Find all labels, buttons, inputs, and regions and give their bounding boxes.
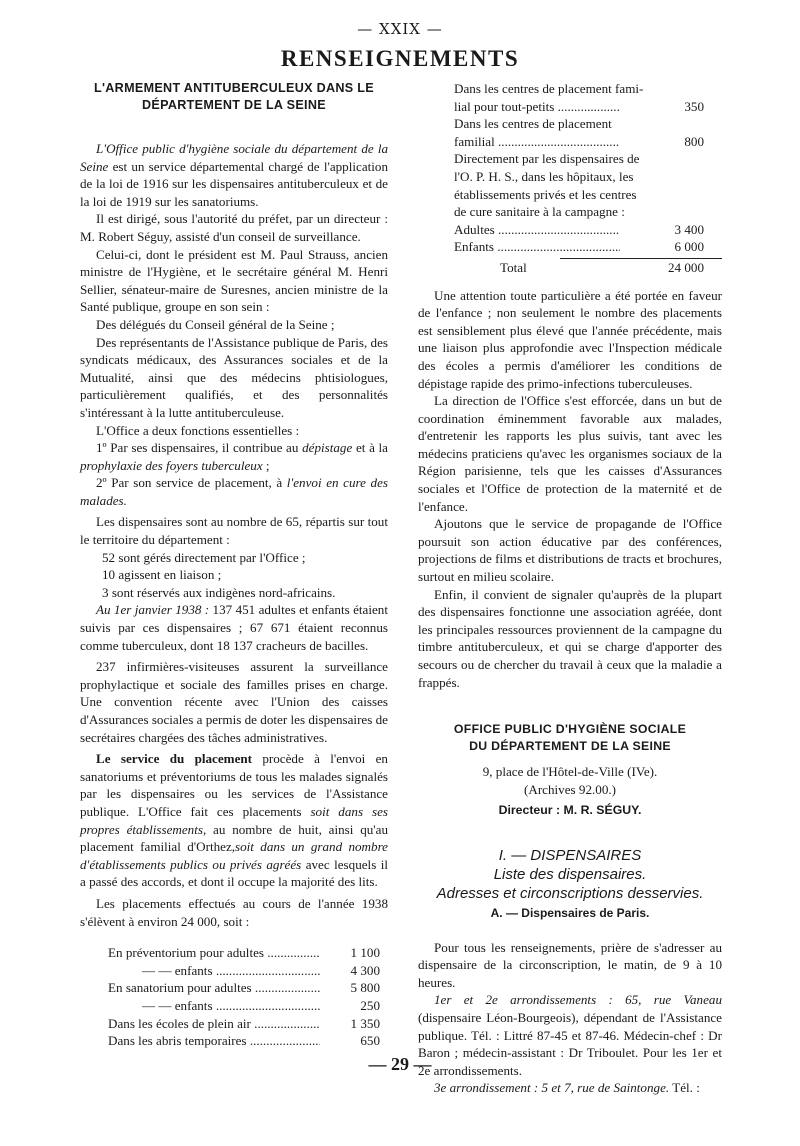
paragraph-renseignements: Pour tous les renseignements, prière de s'adresser au dispensaire de la circonscription, le matin, de 9 à 10 heures.: [418, 939, 722, 990]
row-label: familial .....: [454, 133, 620, 151]
row-label: Dans les écoles de plein air .....: [108, 1015, 320, 1033]
paragraph-fonction-1: [80, 439, 388, 474]
paragraph-propagande: Ajoutons que le service de propagande de l'Office poursuit son action éducative par des conférences, projections de films et distributions de tracts et brochures, surtout en milieu scolaire.: [418, 516, 722, 585]
paragraph-enfance: Une attention toute particulière a été portée en faveur de l'enfance ; non seulement le nombre des placements est sensiblement plus élevé que l'année précédente, mais une liaison plus approfondie avec l'Inspection médicale des écoles a permis d'améliorer les conditions de dépistage rapide des primo-infections tuberculeuses.: [418, 287, 722, 391]
section-heading-armement: [80, 80, 388, 114]
paragraph-association: Enfin, il convient de signaler qu'auprès de la plupart des dispensaires fonctionne une association agréée, dont les principales ressources proviennent de la campagne du timbre antituberculeux, et qui se charge d'apporter des secours ou de chercher du travail à ceux que la maladie a frappés.: [418, 586, 722, 690]
office-address: 9, place de l'Hôtel-de-Ville (IVe).: [482, 764, 658, 780]
paragraph-placement: [80, 750, 388, 891]
row-label: En sanatorium pour adultes .....: [108, 979, 320, 997]
text: (dispensaire Léon-Bourgeois), dépendant de l'Assistance publique. Tél. : Littré 87-45 et 87-46. Médecin-chef : Dr Baron ; médecin-assistant : Dr Triboulet. Pour les 1er et 2e arrondissements.: [418, 1009, 722, 1078]
row-value: 1 100: [350, 945, 380, 961]
table-row: [108, 944, 388, 962]
table-row: [440, 133, 722, 151]
row-label: — — enfants .....: [108, 962, 320, 980]
table-row: [440, 98, 722, 116]
table-row: [108, 1032, 388, 1050]
office-director: Directeur : M. R. SÉGUY.: [498, 803, 642, 818]
paragraph-office: [80, 140, 388, 210]
row-label: lial pour tout-petits .....: [454, 98, 620, 116]
office-heading: [418, 721, 722, 755]
table-row: [440, 221, 722, 239]
paragraph-dispensaires: Les dispensaires sont au nombre de 65, répartis sur tout le territoire du département :: [80, 514, 388, 548]
paragraph-infirmieres: 237 infirmières-visiteuses assurent la surveillance prophylactique et sociale des familles prises en charge. Une convention récente avec l'Union des caisses d'Assurances sociales a permis de doter les dispensaires de secrétaires chargées des tâches administratives.: [80, 659, 388, 745]
text: au nombre de huit, ainsi qu'au placement familial d'Orthez,: [80, 821, 389, 855]
paragraph-conseil: Celui-ci, dont le président est M. Paul Strauss, ancien ministre de l'Hygiène, et le secrétaire général M. Henri Sellier, sénateur-maire de Suresnes, ancien ministre de la Santé publique, groupe en son sein :: [80, 246, 388, 315]
paragraph-fonctions: L'Office a deux fonctions essentielles :: [96, 422, 300, 438]
row-text: de cure sanitaire à la campagne :: [454, 204, 625, 220]
section-title: I. — DISPENSAIRES: [498, 846, 642, 864]
row-label: Dans les abris temporaires .....: [108, 1032, 320, 1050]
text-italic: 1er et 2e arrondissements : 65, rue Vaneau: [434, 992, 722, 1008]
row-value: 350: [684, 98, 704, 114]
placements-table: [80, 944, 388, 1050]
row-label: Enfants .....: [454, 238, 620, 256]
heading-line-2: DÉPARTEMENT DE LA SEINE: [142, 98, 326, 112]
roman-page-number: — XXIX —: [357, 20, 443, 38]
office-heading-line-2: DU DÉPARTEMENT DE LA SEINE: [469, 739, 671, 754]
subsection-paris: A. — Dispensaires de Paris.: [490, 905, 650, 920]
row-value: 5 800: [350, 980, 380, 996]
row-value: 250: [360, 997, 380, 1013]
paragraph-delegues: Des délégués du Conseil général de la Seine ;: [96, 316, 335, 332]
paragraph-direction: Il est dirigé, sous l'autorité du préfet, par un directeur : M. Robert Séguy, assisté d'un conseil de surveillance.: [80, 211, 388, 244]
text: et à la: [352, 440, 388, 456]
row-value: 3 400: [674, 221, 704, 237]
text-italic: Au 1er janvier 1938 :: [96, 602, 210, 618]
list-item: 10 agissent en liaison ;: [102, 567, 222, 583]
row-label: En préventorium pour adultes .....: [108, 944, 320, 962]
row-text: Dans les centres de placement fami-: [454, 81, 644, 96]
page-number: — 29 —: [368, 1054, 432, 1074]
row-value: 6 000: [674, 239, 704, 255]
text-italic: 3e arrondissement : 5 et 7, rue de Saintonge.: [434, 1080, 670, 1096]
row-text: l'O. P. H. S., dans les hôpitaux, les: [454, 168, 634, 184]
row-text: Directement par les dispensaires de: [454, 151, 640, 167]
office-heading-line-1: OFFICE PUBLIC D'HYGIÈNE SOCIALE: [453, 722, 687, 737]
section-dispensaires-heading: [418, 846, 722, 903]
text-italic: prophylaxie des foyers tuberculeux: [80, 457, 263, 473]
paragraph-placements-1938: Les placements effectués au cours de l'année 1938 s'élèvent à environ 24 000, soit :: [80, 895, 388, 929]
row-value: 1 350: [350, 1015, 380, 1031]
paragraph-arrondissement-3: [418, 1079, 722, 1097]
total-value: 24 000: [667, 259, 704, 275]
row-value: 650: [360, 1033, 380, 1049]
row-value: 800: [684, 133, 704, 149]
page-title: RENSEIGNEMENTS: [280, 46, 520, 71]
text-italic: dépistage: [302, 440, 353, 456]
office-archives: (Archives 92.00.): [524, 781, 616, 797]
text: avec lesquels il a passé des accords, et dont il occupe la majorité des lits.: [80, 856, 388, 890]
dispensaires-list: [80, 549, 388, 602]
table-row: [440, 238, 722, 256]
paragraph-direction-office: La direction de l'Office s'est efforcée, dans un but de coordination éminemment favorable aux malades, d'entretenir les rapports les plus suivis, tant avec les médecins praticiens qu'avec les organismes sociaux de la Région parisienne, tels que les caisses d'Assurances sociales et l'Office de protection de la maternité et de l'enfance.: [418, 393, 722, 514]
paragraph-fonction-2: [80, 474, 388, 509]
office-name: L'Office public d'hygiène sociale du département de la Seine: [80, 141, 388, 174]
list-item: 52 sont gérés directement par l'Office ;: [102, 549, 306, 565]
text-italic: l'envoi en cure des malades.: [80, 475, 388, 508]
total-label: Total: [500, 259, 527, 275]
heading-line-1: L'ARMEMENT ANTITUBERCULEUX DANS LE: [94, 81, 374, 95]
paragraph-representants: Des représentants de l'Assistance publique de Paris, des syndicats médicaux, des Assurances sociales et de la Mutualité, ainsi que des médecins phtisiologues, particulièrement qualifiés, et des personnalités s'intéressant à la lutte antituberculeuse.: [80, 334, 388, 420]
list-item: 3 sont réservés aux indigènes nord-africains.: [102, 584, 336, 600]
table-row: [108, 962, 388, 980]
right-column: [418, 80, 722, 1097]
section-subtitle-1: Liste des dispensaires.: [493, 865, 647, 883]
text: 137 451 adultes et enfants étaient suivis par ces dispensaires ; 67 671 étaient reconnus comme tuberculeux, dont 18 137 cracheurs de bacilles.: [80, 602, 388, 653]
row-text: établissements privés et les centres: [454, 186, 637, 202]
left-column: [80, 80, 388, 1050]
text: Tél. :: [669, 1080, 700, 1096]
row-text: Dans les centres de placement: [454, 116, 612, 132]
text: ;: [262, 457, 270, 473]
section-subtitle-2: Adresses et circonscriptions desservies.: [436, 884, 704, 902]
row-label: — — enfants .....: [108, 997, 320, 1015]
table-row: [108, 997, 388, 1015]
text-italic: soit dans ses propres établissements,: [80, 803, 388, 837]
table-row: [108, 1015, 388, 1033]
table-row: [108, 979, 388, 997]
text-italic: soit dans un grand nombre d'établissements publics ou privés agréés: [80, 839, 388, 872]
total-row: [440, 259, 722, 277]
paragraph-janvier-1938: [80, 601, 388, 654]
row-value: 4 300: [350, 962, 380, 978]
text: 2º Par son service de placement, à: [96, 475, 287, 491]
paragraph-text: est un service départemental chargé de l'application de la loi de 1916 sur les dispensaires antituberculeux et de la loi de 1919 sur les sanatoriums.: [80, 158, 388, 209]
row-label: Adultes .....: [454, 221, 620, 239]
text: 1º Par ses dispensaires, il contribue au: [96, 440, 303, 456]
text-bold: Le service du placement: [96, 751, 253, 767]
text: procède à l'envoi en sanatoriums et préventoriums de tous les malades signalés par les dispensaires ou les services de l'Assistance publique. L'Office fait ces placements: [80, 751, 388, 819]
placements-table-continued: [418, 80, 722, 277]
